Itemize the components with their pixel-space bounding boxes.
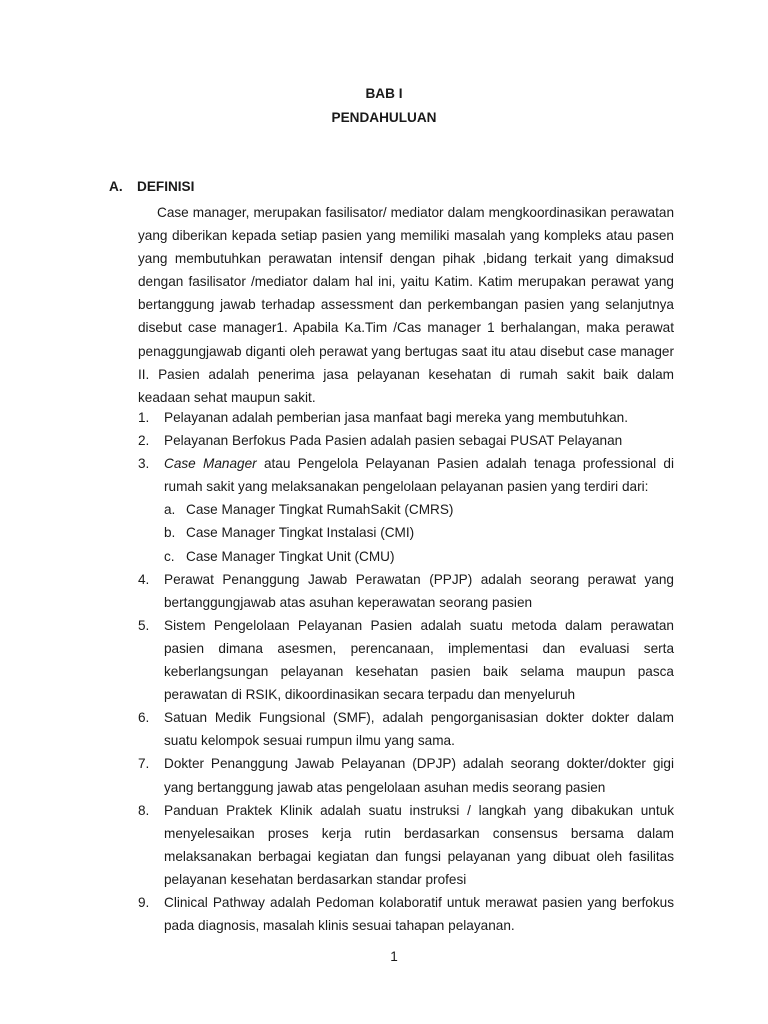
list-item [138,891,674,937]
sub-list-text: Case Manager Tingkat RumahSakit (CMRS) [186,502,454,518]
list-number: 8. [138,802,150,818]
sub-list [164,498,674,567]
list-number: 4. [138,571,150,587]
sub-list-letter: a. [164,502,176,518]
list-item-text: Perawat Penanggung Jawab Perawatan (PPJP) adalah seorang perawat yang bertanggungjawab atas asuhan keperawatan seorang pasien [164,571,674,610]
list-item-text: Panduan Praktek Klinik adalah suatu instruksi / langkah yang dibakukan untuk menyelesaikan proses kerja rutin berdasarkan consensus bersama dalam melaksanakan berbagai kegiatan dan fungsi pelayanan yang dibuat oleh fasilitas pelayanan kesehatan berdasarkan standar profesi [164,802,674,887]
list-item [138,799,674,891]
list-number: 1. [138,410,150,425]
section-title: DEFINISI [137,179,195,194]
list-item-text: atau Pengelola Pelayanan Pasien adalah tenaga professional di rumah sakit yang melaksanakan pengelolaan pelayanan pasien yang terdiri dari: [164,456,674,495]
list-number: 2. [138,433,150,449]
sub-list-item [164,498,674,521]
sub-list-item [164,545,674,568]
list-item [138,452,674,567]
list-number: 5. [138,617,150,633]
section-letter: A. [109,179,123,194]
intro-paragraph: Case manager, merupakan fasilisator/ mediator dalam mengkoordinasikan perawatan yang diberikan kepada setiap pasien yang memiliki masalah yang kompleks atau pasen yang membutuhkan perawatan intensif dengan pihak ,bidang terkait yang dimaksud dengan fasilisator /mediator dalam hal ini, yaitu Katim. Katim merupakan perawat yang bertanggung jawab terhadap assessment dan perkembangan pasien yang selanjutnya disebut case manager1. Apabila Ka.Tim /Cas manager 1 berhalangan, maka perawat penaggungjawab diganti oleh perawat yang bertugas saat itu atau disebut case manager II. Pasien adalah penerima jasa pelayanan kesehatan di rumah sakit baik dalam keadaan sehat maupun sakit. [138,205,674,405]
list-item [138,429,674,452]
page-number: 1 [390,949,398,964]
definition-list [138,406,674,937]
list-item-text: Satuan Medik Fungsional (SMF), adalah pengorganisasian dokter dokter dalam suatu kelompok sesuai rumpun ilmu yang sama. [164,710,674,749]
list-item [138,706,674,752]
list-number: 9. [138,894,150,910]
list-number: 3. [138,456,150,472]
chapter-heading: BAB I [365,86,403,101]
list-item-emphasis: Case Manager [164,456,257,472]
sub-list-letter: b. [164,525,176,541]
sub-list-text: Case Manager Tingkat Unit (CMU) [186,548,395,564]
list-item-text: Clinical Pathway adalah Pedoman kolaboratif untuk merawat pasien yang berfokus pada diagnosis, masalah klinis sesuai tahapan pelayanan. [164,894,674,934]
sub-list-item [164,521,674,544]
list-item-text: Pelayanan adalah pemberian jasa manfaat bagi mereka yang membutuhkan. [164,410,628,425]
list-item [138,568,674,614]
sub-list-text: Case Manager Tingkat Instalasi (CMI) [186,525,415,541]
list-item-text: Dokter Penanggung Jawab Pelayanan (DPJP) adalah seorang dokter/dokter gigi yang bertanggung jawab atas pengelolaan asuhan medis seorang pasien [164,756,674,795]
list-item-text: Pelayanan Berfokus Pada Pasien adalah pasien sebagai PUSAT Pelayanan [164,433,623,449]
list-number: 7. [138,756,150,772]
list-item [138,752,674,798]
list-item [138,406,674,429]
chapter-title: PENDAHULUAN [331,110,437,125]
list-item-text: Sistem Pengelolaan Pelayanan Pasien adalah suatu metoda dalam perawatan pasien dimana asesmen, perencanaan, implementasi dan evaluasi serta keberlangsungan pelayanan kesehatan pasien baik selama maupun pasca perawatan di RSIK, dikoordinasikan secara terpadu dan menyeluruh [164,617,674,703]
sub-list-letter: c. [164,548,175,564]
list-number: 6. [138,710,150,726]
list-item [138,614,674,706]
section-heading [109,179,194,194]
